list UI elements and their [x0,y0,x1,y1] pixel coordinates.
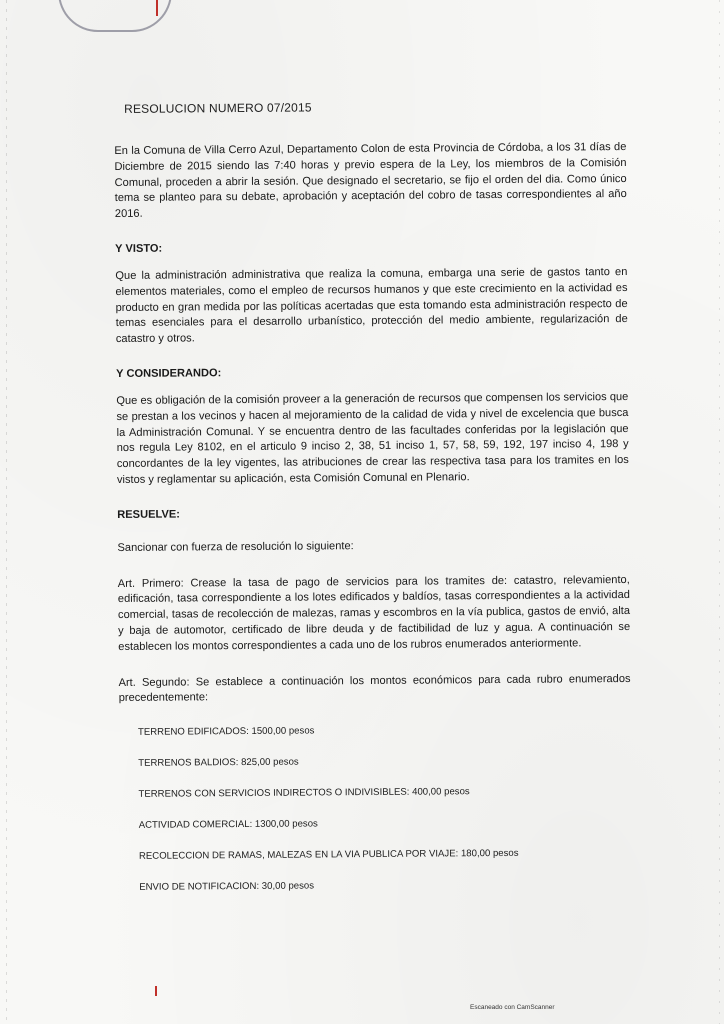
list-item: ENVIO DE NOTIFICACION: 30,00 pesos [139,880,315,893]
red-mark-top [156,0,158,16]
list-item: TERRENO EDIFICADOS: 1500,00 pesos [137,725,315,738]
visto-paragraph: Que la administración administrativa que realiza la comuna, embarga una serie de gastos tanto en elementos materiales, como el empleo de recursos humanos y que este crecimiento en la actividad es producto en gran medida por las políticas acertadas que esta tomando esta administración respecto de temas esenciales para el desarrollo urbanístico, protección del medio ambiente, regularización de catastro y otros. [115,265,628,346]
intro-paragraph: En la Comuna de Villa Cerro Azul, Departamento Colon de esta Provincia de Córdoba, a los 31 días de Diciembre de 2015 siendo las 7:40 horas y previo espera de la Ley, los miembros de la Comisión Comunal, proceden a abrir la sesión. Que designado el secretario, se fijo el orden del dia. Como único tema se planteo para su debate, aprobación y aceptación del cobro de tasas correspondientes al año 2016. [114,140,627,221]
resuelve-heading: RESUELVE: [117,508,180,521]
document-body [114,98,632,893]
list-item: ACTIVIDAD COMERCIAL: 1300,00 pesos [138,818,318,831]
scanner-footer: Escaneado con CamScanner [470,1004,555,1011]
sancionar-paragraph: Sancionar con fuerza de resolución lo siguiente: [117,539,354,554]
stamp-seal [58,0,172,32]
considerando-paragraph: Que es obligación de la comisión proveer a la generación de recursos que compensen los servicios que se prestan a los vecinos y hacen al mejoramiento de la calidad de vida y nivel de excelencia que busca la Administración Comunal. Y se encuentra dentro de las facultades conferidas por la legislación que nos regula Ley 8102, en el articulo 9 inciso 2, 38, 51 inciso 1, 57, 58, 59, 192, 197 inciso 4, 198 y concordantes de la ley vigentes, las atribuciones de crear las respectiva tasa para los tramites en los vistos y reglamentar su aplicación, esta Comisión Comunal en Plenario. [116,390,629,486]
scan-edge-left [6,0,7,1024]
considerando-heading: Y CONSIDERANDO: [116,367,222,380]
art-segundo-paragraph: Art. Segundo: Se establece a continuación los montos económicos para cada rubro enumerados precedentemente: [118,672,631,705]
red-mark-bottom [155,986,157,996]
visto-heading: Y VISTO: [115,242,163,255]
art-primero-paragraph: Art. Primero: Crease la tasa de pago de servicios para los tramites de: catastro, relevamiento, edificación, tasa correspondiente a los lotes edificados y baldíos, tasas correspondientes a la actividad comercial, tasas de recolección de malezas, ramas y escombros en la vía publica, gastos de envió, alta y baja de automotor, certificado de libre deuda y de factibilidad de luz y agua. A continuación se establecen los montos correspondientes a cada uno de los rubros enumerados anteriormente. [117,573,631,653]
list-item: TERRENOS BALDIOS: 825,00 pesos [138,756,299,769]
scan-edge-right [719,0,720,1024]
list-item: TERRENOS CON SERVICIOS INDIRECTOS O INDIVISIBLES: 400,00 pesos [138,786,470,800]
resolution-title: RESOLUCION NUMERO 07/2015 [123,100,312,116]
list-item: RECOLECCION DE RAMAS, MALEZAS EN LA VIA PUBLICA POR VIAJE: 180,00 pesos [138,847,519,862]
